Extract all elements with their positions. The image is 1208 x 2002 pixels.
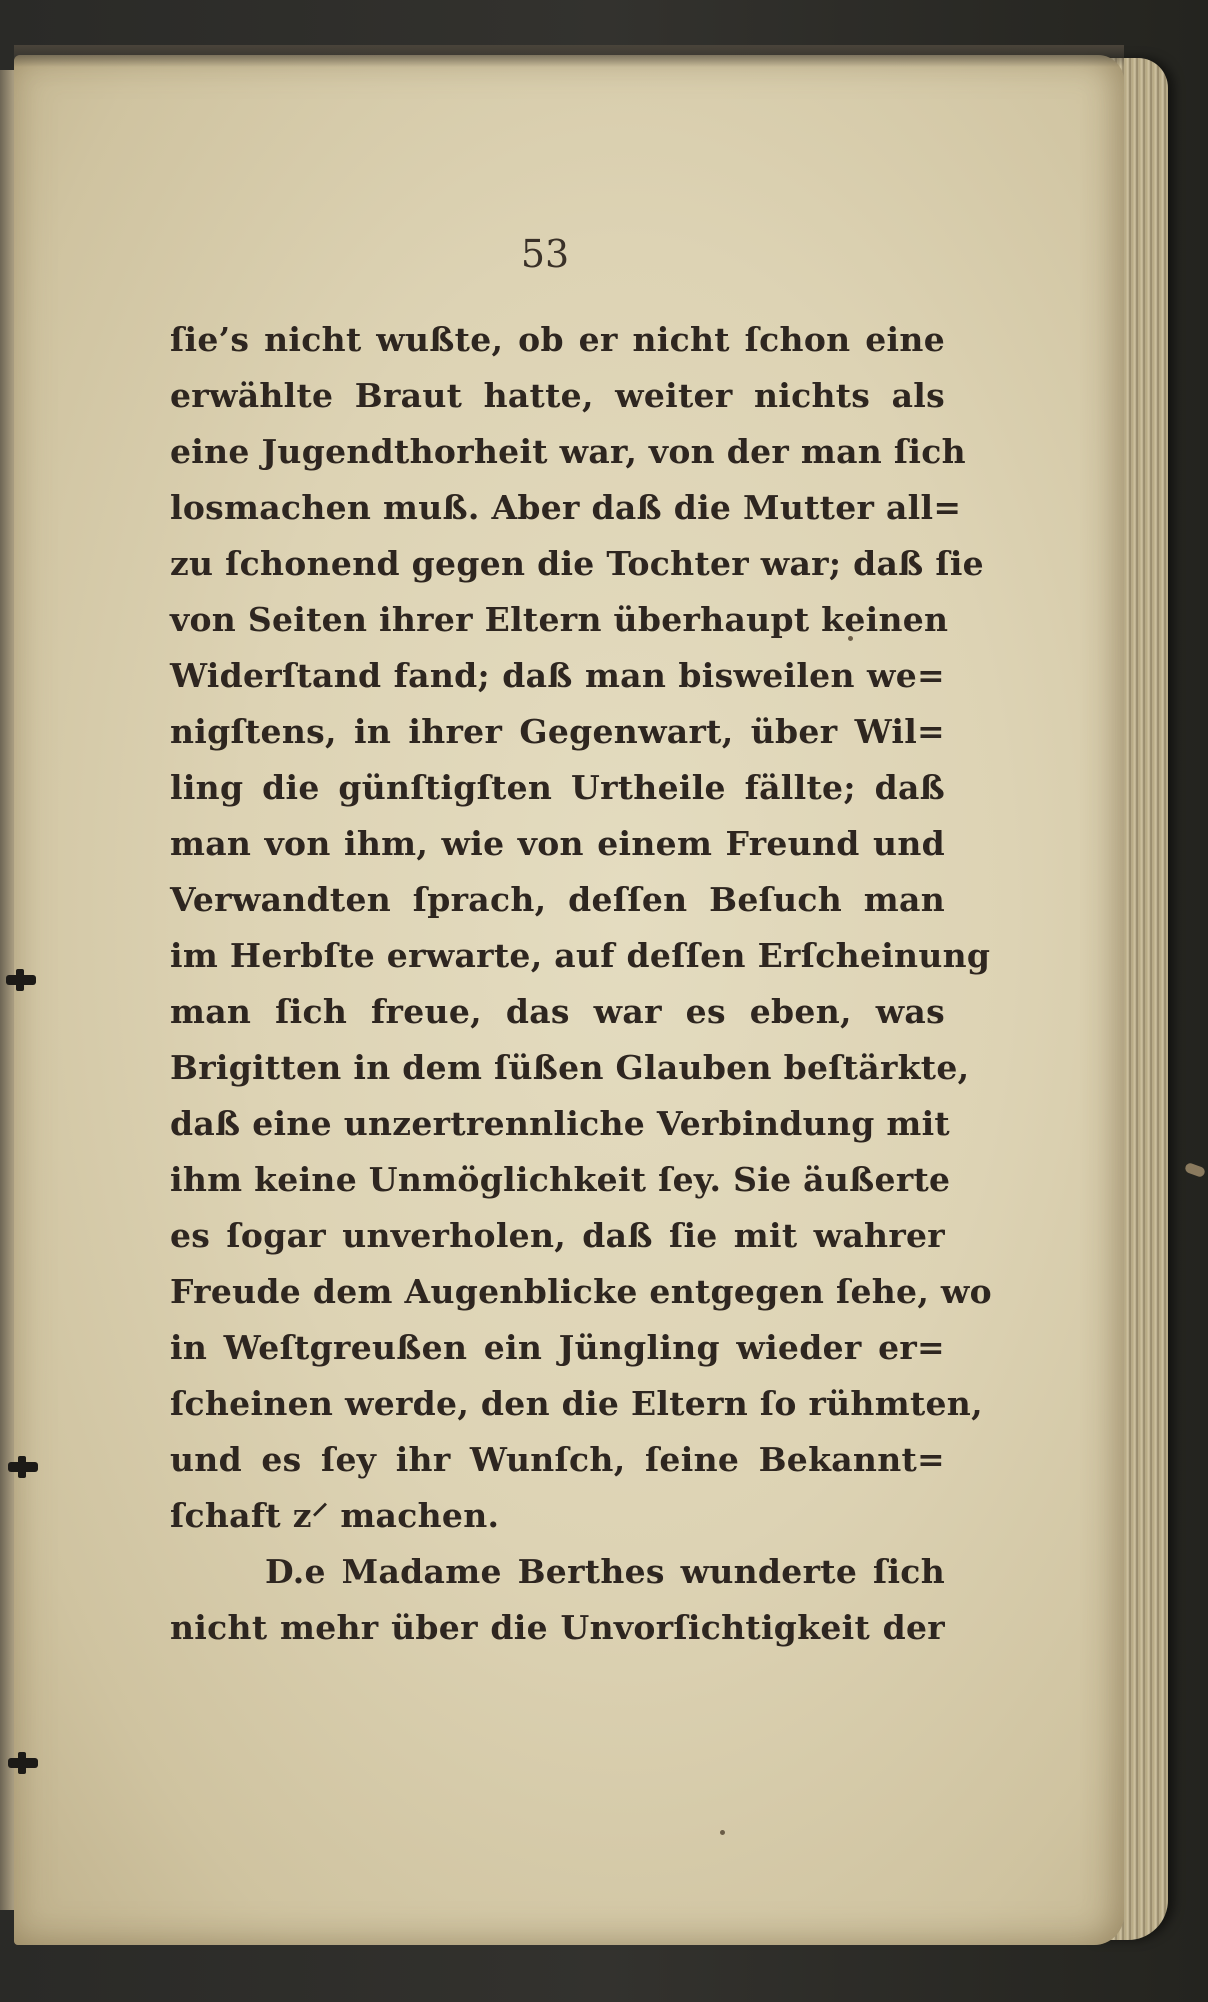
- text-line: daß eine unzertrennliche Verbindung mit: [170, 1104, 950, 1143]
- text-line: ihm keine Unmöglichkeit ſey. Sie äußerte: [170, 1160, 951, 1199]
- text-line: man ſich freue, das war es eben, was: [170, 992, 945, 1031]
- text-line: erwählte Braut hatte, weiter nichts als: [170, 376, 945, 415]
- text-line: Freude dem Augenblicke entgegen ſehe, wo: [170, 1272, 992, 1311]
- text-line: man von ihm, wie von einem Freund und: [170, 824, 945, 863]
- text-line: ſchaft z⸍ machen.: [170, 1496, 500, 1535]
- text-line: Brigitten in dem ſüßen Glauben beſtärkte,: [170, 1048, 970, 1087]
- text-line: von Seiten ihrer Eltern überhaupt keinen: [170, 600, 949, 639]
- text-line: eine Jugendthorheit war, von der man ſich: [170, 432, 966, 471]
- text-line: ſie’s nicht wußte, ob er nicht ſchon eine: [170, 320, 945, 359]
- text-line: losmachen muß. Aber daß die Mutter all=: [170, 488, 962, 527]
- body-text: [170, 312, 992, 1656]
- binding-thread-mark: [8, 1462, 38, 1472]
- binding-thread-mark: [6, 975, 36, 985]
- text-line: nigſtens, in ihrer Gegenwart, über Wil=: [170, 712, 945, 751]
- text-line: nicht mehr über die Unvorſichtigkeit der: [170, 1608, 945, 1647]
- text-line: Widerſtand fand; daß man bisweilen we=: [170, 656, 945, 695]
- text-line: und es ſey ihr Wunſch, ſeine Bekannt=: [170, 1440, 945, 1479]
- text-line: es ſogar unverholen, daß ſie mit wahrer: [170, 1216, 945, 1255]
- text-line: zu ſchonend gegen die Tochter war; daß ſie: [170, 544, 984, 583]
- page-top-shadow: [14, 45, 1124, 67]
- text-line: D.e Madame Berthes wunderte ſich: [265, 1552, 945, 1591]
- text-line: in Weſtgreußen ein Jüngling wieder er=: [170, 1328, 945, 1367]
- text-line: ſcheinen werde, den die Eltern ſo rühmten,: [170, 1384, 983, 1423]
- text-line: Verwandten ſprach, deſſen Beſuch man: [170, 880, 945, 919]
- binding-thread-mark: [8, 1758, 38, 1768]
- paper-speck: [720, 1830, 725, 1835]
- page-number: 53: [520, 232, 570, 276]
- text-line: ling die günſtigſten Urtheile fällte; daß: [170, 768, 945, 807]
- text-line: im Herbſte erwarte, auf deſſen Erſcheinung: [170, 936, 991, 975]
